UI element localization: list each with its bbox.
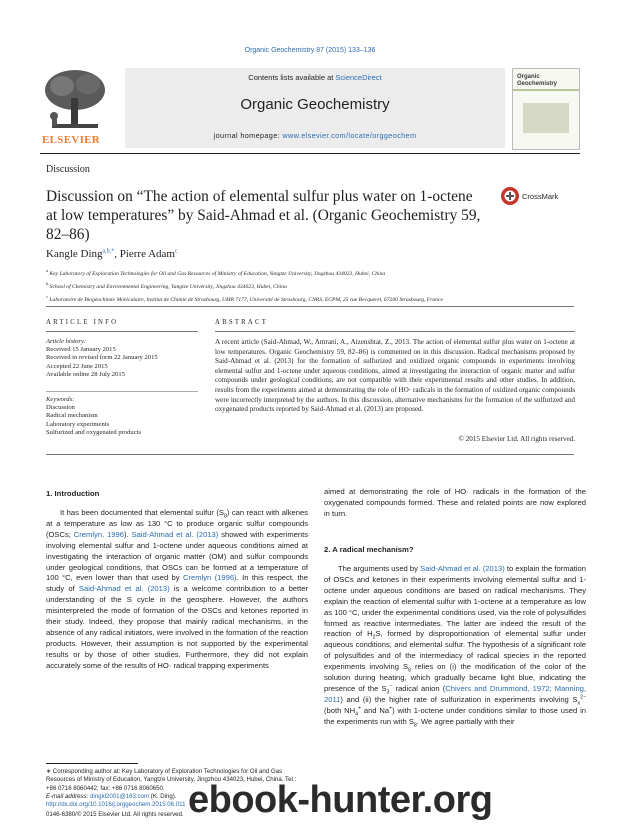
citation-link[interactable]: Chivers and Drummond, 1972; Manning, 2011 — [324, 683, 586, 704]
article-info-heading: ARTICLE INFO — [46, 319, 119, 326]
superscript: + — [389, 705, 393, 712]
journal-homepage — [125, 131, 505, 140]
author-list — [46, 248, 178, 260]
subscript: 8 — [224, 513, 227, 520]
history-entry: Received in revised form 22 January 2015 — [46, 354, 158, 362]
history-label: Article history: — [46, 338, 87, 345]
masthead-divider — [40, 153, 580, 154]
citation-link[interactable]: Said-Ahmad et al. (2013) — [420, 564, 505, 573]
text-run: showed with experiments involving elemental sulfur and 1-octene under aqueous conditions aimed at investigating the interaction of organic matter (OM) and sulfur compounds under geological conditions, that OSCs can be formed at a temperature of 100 °C, even lower than that used by — [46, 529, 309, 583]
keywords — [46, 396, 206, 437]
affiliation-marker: c — [46, 293, 48, 299]
cover-title — [517, 74, 557, 87]
keyword: Laboratory experiments — [46, 420, 110, 428]
issn-line: 0146-6380/© 2015 Elsevier Ltd. All rights reserved. — [46, 811, 184, 818]
front-matter-divider — [46, 454, 574, 455]
affiliations-divider — [46, 306, 574, 307]
paragraph: aimed at demonstrating the role of HO· radicals in the formation of the oxygenated compounds formed. These and related points are now explored in turn. — [324, 487, 586, 518]
text-run: to explain the formation of OSCs and ketones in their experiments involving elemental sulfur and 1-octene under aqueous conditions are based on radical mechanisms. They explain the reaction of elemental sulfur with 1-octene at a temperature as low as 100 °C, under the experimental conditions used, via the role of polysulfides formed as reactive intermediates. The latter are indeed the result of the reaction of H — [324, 564, 586, 639]
masthead-center-panel — [125, 68, 505, 148]
history-entry: Received 15 January 2015 — [46, 346, 116, 354]
elsevier-wordmark: ELSEVIER — [42, 134, 101, 146]
keyword: Radical mechanism — [46, 412, 98, 420]
text-run: S, formed by disproportionation of elemental sulfur under aqueous conditions, and elemental sulfur. The hypothesis of a significant role of polysulfides and of the intermediacy of radical species in the reported experiments involving S — [324, 629, 586, 672]
subscript: 8 — [413, 722, 417, 729]
crossmark-label: CrossMark — [522, 192, 559, 201]
cover-image — [523, 103, 569, 133]
text-run: . In this respect, the study of — [46, 573, 308, 594]
citation-link[interactable]: Cremlyn (1996) — [182, 573, 237, 583]
cover-title-line1: Organic — [517, 74, 540, 80]
email-label: E-mail address: — [46, 792, 89, 800]
sciencedirect-link[interactable]: ScienceDirect — [335, 73, 382, 82]
section-heading-introduction: 1. Introduction — [46, 489, 100, 498]
superscript: 2− — [580, 694, 586, 701]
cover-band — [513, 89, 579, 91]
keywords-label: Keywords: — [46, 396, 75, 403]
text-run: ) and (ii) the higher rate of sulfurization in experiments involving S — [340, 694, 578, 704]
footnote-text: ∗ Corresponding author at: Key Laboratory of Exploration Technologies for Oil and Gas Resources of Ministry of Education, Yangtze University, Jingzhou 434023, Hubei, China. Tel.: +86 0716 8060442; fax: +86 0716 8060650. — [46, 768, 297, 792]
affiliation-text: Laboratoire de Biogéochimie Moléculaire, Institut de Chimie de Strasbourg, UMR 7177, Université de Strasbourg, CNRS, ECPM, 25 rue Becquerel, 67200 Strasbourg, France — [49, 296, 443, 303]
homepage-prefix: journal homepage: — [213, 131, 283, 140]
affiliation — [46, 279, 576, 292]
affiliation-text: Key Laboratory of Exploration Technologies for Oil and Gas Resources of Ministry of Education, Yangtze University, Jingzhou 434023, Hubei, China — [49, 270, 386, 277]
text-run: ). — [123, 529, 132, 539]
abstract-divider — [215, 331, 575, 332]
abstract-text: A recent article (Said-Ahmad, W., Amrani, A., Aizenshtat, Z., 2013. The action of elemental sulfur plus water on 1-octene at low temperatures. Organic Geochemistry 59, 82–86) is commented on in this discussion. Radical mechanisms proposed by Said-Ahmad et al. (2013) for the formation of sulfurized and oxidized organic compounds in experiments involving elemental sulfur and 1-octene under aqueous conditions, aimed at investigating the interaction of organic matter and sulfur compounds under geological conditions, are not compatible with their experimental results and other studies. In addition, results from the experiments aimed at demonstrating the role of HO· radicals in the formation of oxidized organic compounds were incorrectly interpreted by the authors. In this discussion, alternative mechanisms for the formation of the sulfurized and oxygenated products reported by Said-Ahmad et al. (2013) are proposed. — [215, 338, 575, 414]
watermark: ebook-hunter.org — [188, 779, 493, 821]
journal-cover-thumbnail — [512, 68, 580, 150]
affiliation — [46, 292, 576, 305]
affiliation — [46, 266, 576, 279]
cover-title-line2: Geochemistry — [517, 80, 558, 87]
homepage-link[interactable]: www.elsevier.com/locate/orggeochem — [282, 131, 417, 140]
text-run: The arguments used by — [338, 564, 421, 573]
contents-line — [125, 73, 505, 82]
crossmark-badge[interactable] — [500, 185, 570, 211]
citation-link[interactable]: Said-Ahmad et al. (2013) — [78, 584, 170, 594]
text-run: ) with 1-octene under conditions similar to those used in the experiments run with S — [324, 705, 586, 726]
text-run: is a welcome contribution to a better understanding of the S cycle in the geosphere. However, the authors misinterpreted the mode of formation of the OSCs and ketones reported in their study. Indeed, they propose that mainly radical mechanisms, in the absence of any radical initiators, were involved in the formation of the reaction products. However, their assumption is not supported by the experimental results or by those of other studies. Furthermore, they did not explain accurately some of the results of HO· radical trapping experiments — [46, 584, 308, 670]
abstract-heading: ABSTRACT — [215, 319, 269, 326]
text-run: and Na — [361, 705, 390, 715]
subscript: 4 — [355, 711, 358, 718]
superscript: + — [358, 705, 362, 712]
masthead — [40, 68, 580, 150]
affiliation-marker: b — [46, 280, 49, 286]
subscript: x — [577, 700, 581, 707]
paragraph — [46, 508, 308, 672]
citation-link[interactable]: Cremlyn, 1996 — [73, 529, 124, 539]
introduction-body — [46, 508, 308, 672]
abstract-copyright: © 2015 Elsevier Ltd. All rights reserved. — [458, 435, 575, 443]
subscript: 3 — [386, 689, 390, 696]
footnote-divider — [46, 763, 138, 764]
author-affiliation-marker[interactable]: c — [174, 248, 178, 255]
affiliations — [46, 266, 576, 305]
subscript: 2 — [372, 634, 376, 641]
contents-prefix: Contents lists available at — [248, 73, 336, 82]
author-name: Pierre Adam — [119, 248, 175, 260]
journal-reference[interactable]: Organic Geochemistry 87 (2015) 133–136 — [244, 47, 376, 54]
history-entry: Available online 28 July 2015 — [46, 370, 125, 378]
keyword: Sulfurized and oxygenated products — [46, 428, 142, 436]
crossmark-icon — [500, 185, 520, 207]
text-run: (both NH — [324, 705, 356, 715]
history-entry: Accepted 22 June 2015 — [46, 362, 108, 370]
text-run: radical anion ( — [392, 683, 446, 693]
superscript: − — [389, 683, 393, 690]
article-title: Discussion on “The action of elemental sulfur plus water on 1-octene at low temperatures” by Said-Ahmad et al. (Organic Geochemistry 59, 82–86) — [46, 188, 481, 243]
article-type: Discussion — [46, 164, 90, 175]
text-run: ) can react with alkenes at a temperature as low as 130 °C to produce organic sulfur compounds (OSCs; — [46, 508, 308, 539]
author-affiliation-marker[interactable]: a,b,* — [102, 248, 115, 255]
doi-link[interactable]: http://dx.doi.org/10.1016/j.orggeochem.2015.06.011 — [46, 801, 186, 808]
article-info-divider — [46, 331, 198, 332]
subscript: 8 — [408, 667, 411, 674]
paragraph — [324, 564, 586, 728]
keywords-divider — [46, 391, 198, 392]
author-name: Kangle Ding — [46, 248, 103, 260]
journal-title: Organic Geochemistry — [240, 96, 390, 113]
affiliation-text: School of Chemistry and Environmental Engineering, Yangtze University, Jingzhou 434023, Hubei, China — [49, 283, 287, 290]
section-heading-radical-mechanism: 2. A radical mechanism? — [324, 545, 414, 554]
affiliation-marker: a — [46, 268, 48, 273]
text-run: It has been documented that elemental sulfur (S — [60, 508, 224, 517]
keyword: Discussion — [46, 404, 75, 412]
text-run: relies on (i) the modification of the color of the solution during heating, which gradually became light blue, indicating the presence of the S — [324, 662, 586, 693]
email-suffix: (K. Ding). — [149, 792, 177, 800]
article-history — [46, 338, 206, 379]
radical-mechanism-body — [324, 564, 586, 728]
column2-continuation — [324, 487, 586, 520]
citation-link[interactable]: Said-Ahmad et al. (2013) — [131, 529, 219, 539]
author-email-link[interactable]: dingkl2001@163.com — [90, 792, 150, 800]
text-run: . We agree partially with their — [416, 716, 515, 726]
author-separator: , — [114, 248, 120, 260]
